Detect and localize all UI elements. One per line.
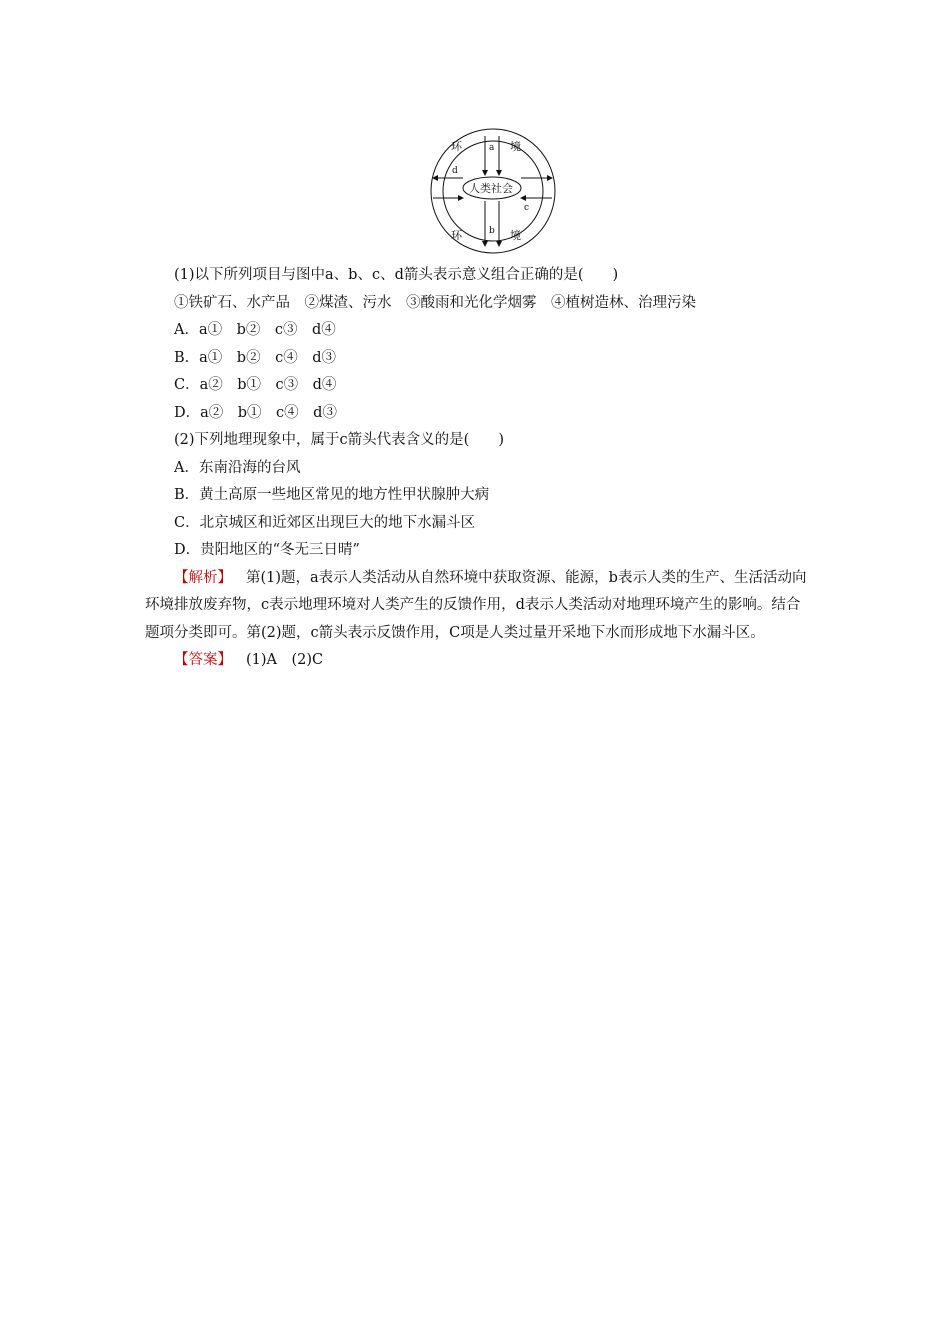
answer-line	[145, 647, 808, 675]
label-c: c	[524, 203, 530, 213]
answer-tag: 【答案】	[174, 652, 232, 668]
answer-text: (1)A (2)C	[246, 652, 324, 668]
question-content	[145, 262, 808, 675]
label-b: b	[489, 226, 495, 236]
outer-label-bottom-right: 境	[510, 229, 521, 242]
label-a: a	[489, 143, 495, 153]
outer-label-top-right: 境	[510, 140, 521, 153]
analysis-paragraph	[145, 565, 808, 648]
analysis-tag: 【解析】	[174, 569, 232, 586]
q1-option-a: A．a① b② c③ d④	[174, 322, 336, 338]
q1-option-b: B．a① b② c④ d③	[174, 349, 336, 366]
q2-option-d: D．贵阳地区的“冬无三日晴”	[174, 542, 360, 558]
analysis-text: 第(1)题，a表示人类活动从自然环境中获取资源、能源，b表示人类的生产、生活活动向环境排放废弃物，c表示地理环境对人类产生的反馈作用，d表示人类活动对地理环境产生的影响。结合题项分类即可。第(2)题，c箭头表示反馈作用，C项是人类过量开采地下水而形成地下水漏斗区。	[145, 569, 807, 641]
label-d: d	[452, 166, 458, 176]
q1-option-d: D．a② b① c④ d③	[174, 404, 337, 421]
q2-option-a: A．东南沿海的台风	[174, 459, 301, 476]
q2-stem: (2)下列地理现象中，属于c箭头代表含义的是( )	[174, 432, 504, 448]
outer-label-top-left: 环	[451, 140, 462, 153]
q1-stem: (1)以下所列项目与图中a、b、c、d箭头表示意义组合正确的是( )	[174, 267, 619, 283]
environment-society-diagram	[428, 126, 558, 256]
outer-label-bottom-left: 环	[451, 229, 462, 242]
q1-items: ①铁矿石、水产品 ②煤渣、污水 ③酸雨和光化学烟雾 ④植树造林、治理污染	[174, 294, 696, 311]
q2-option-b: B．黄土高原一些地区常见的地方性甲状腺肿大病	[174, 487, 490, 503]
q2-option-c: C．北京城区和近郊区出现巨大的地下水漏斗区	[174, 514, 476, 531]
q1-option-c: C．a② b① c③ d④	[174, 377, 337, 393]
center-label: 人类社会	[469, 182, 513, 195]
diagram-svg	[428, 126, 558, 256]
